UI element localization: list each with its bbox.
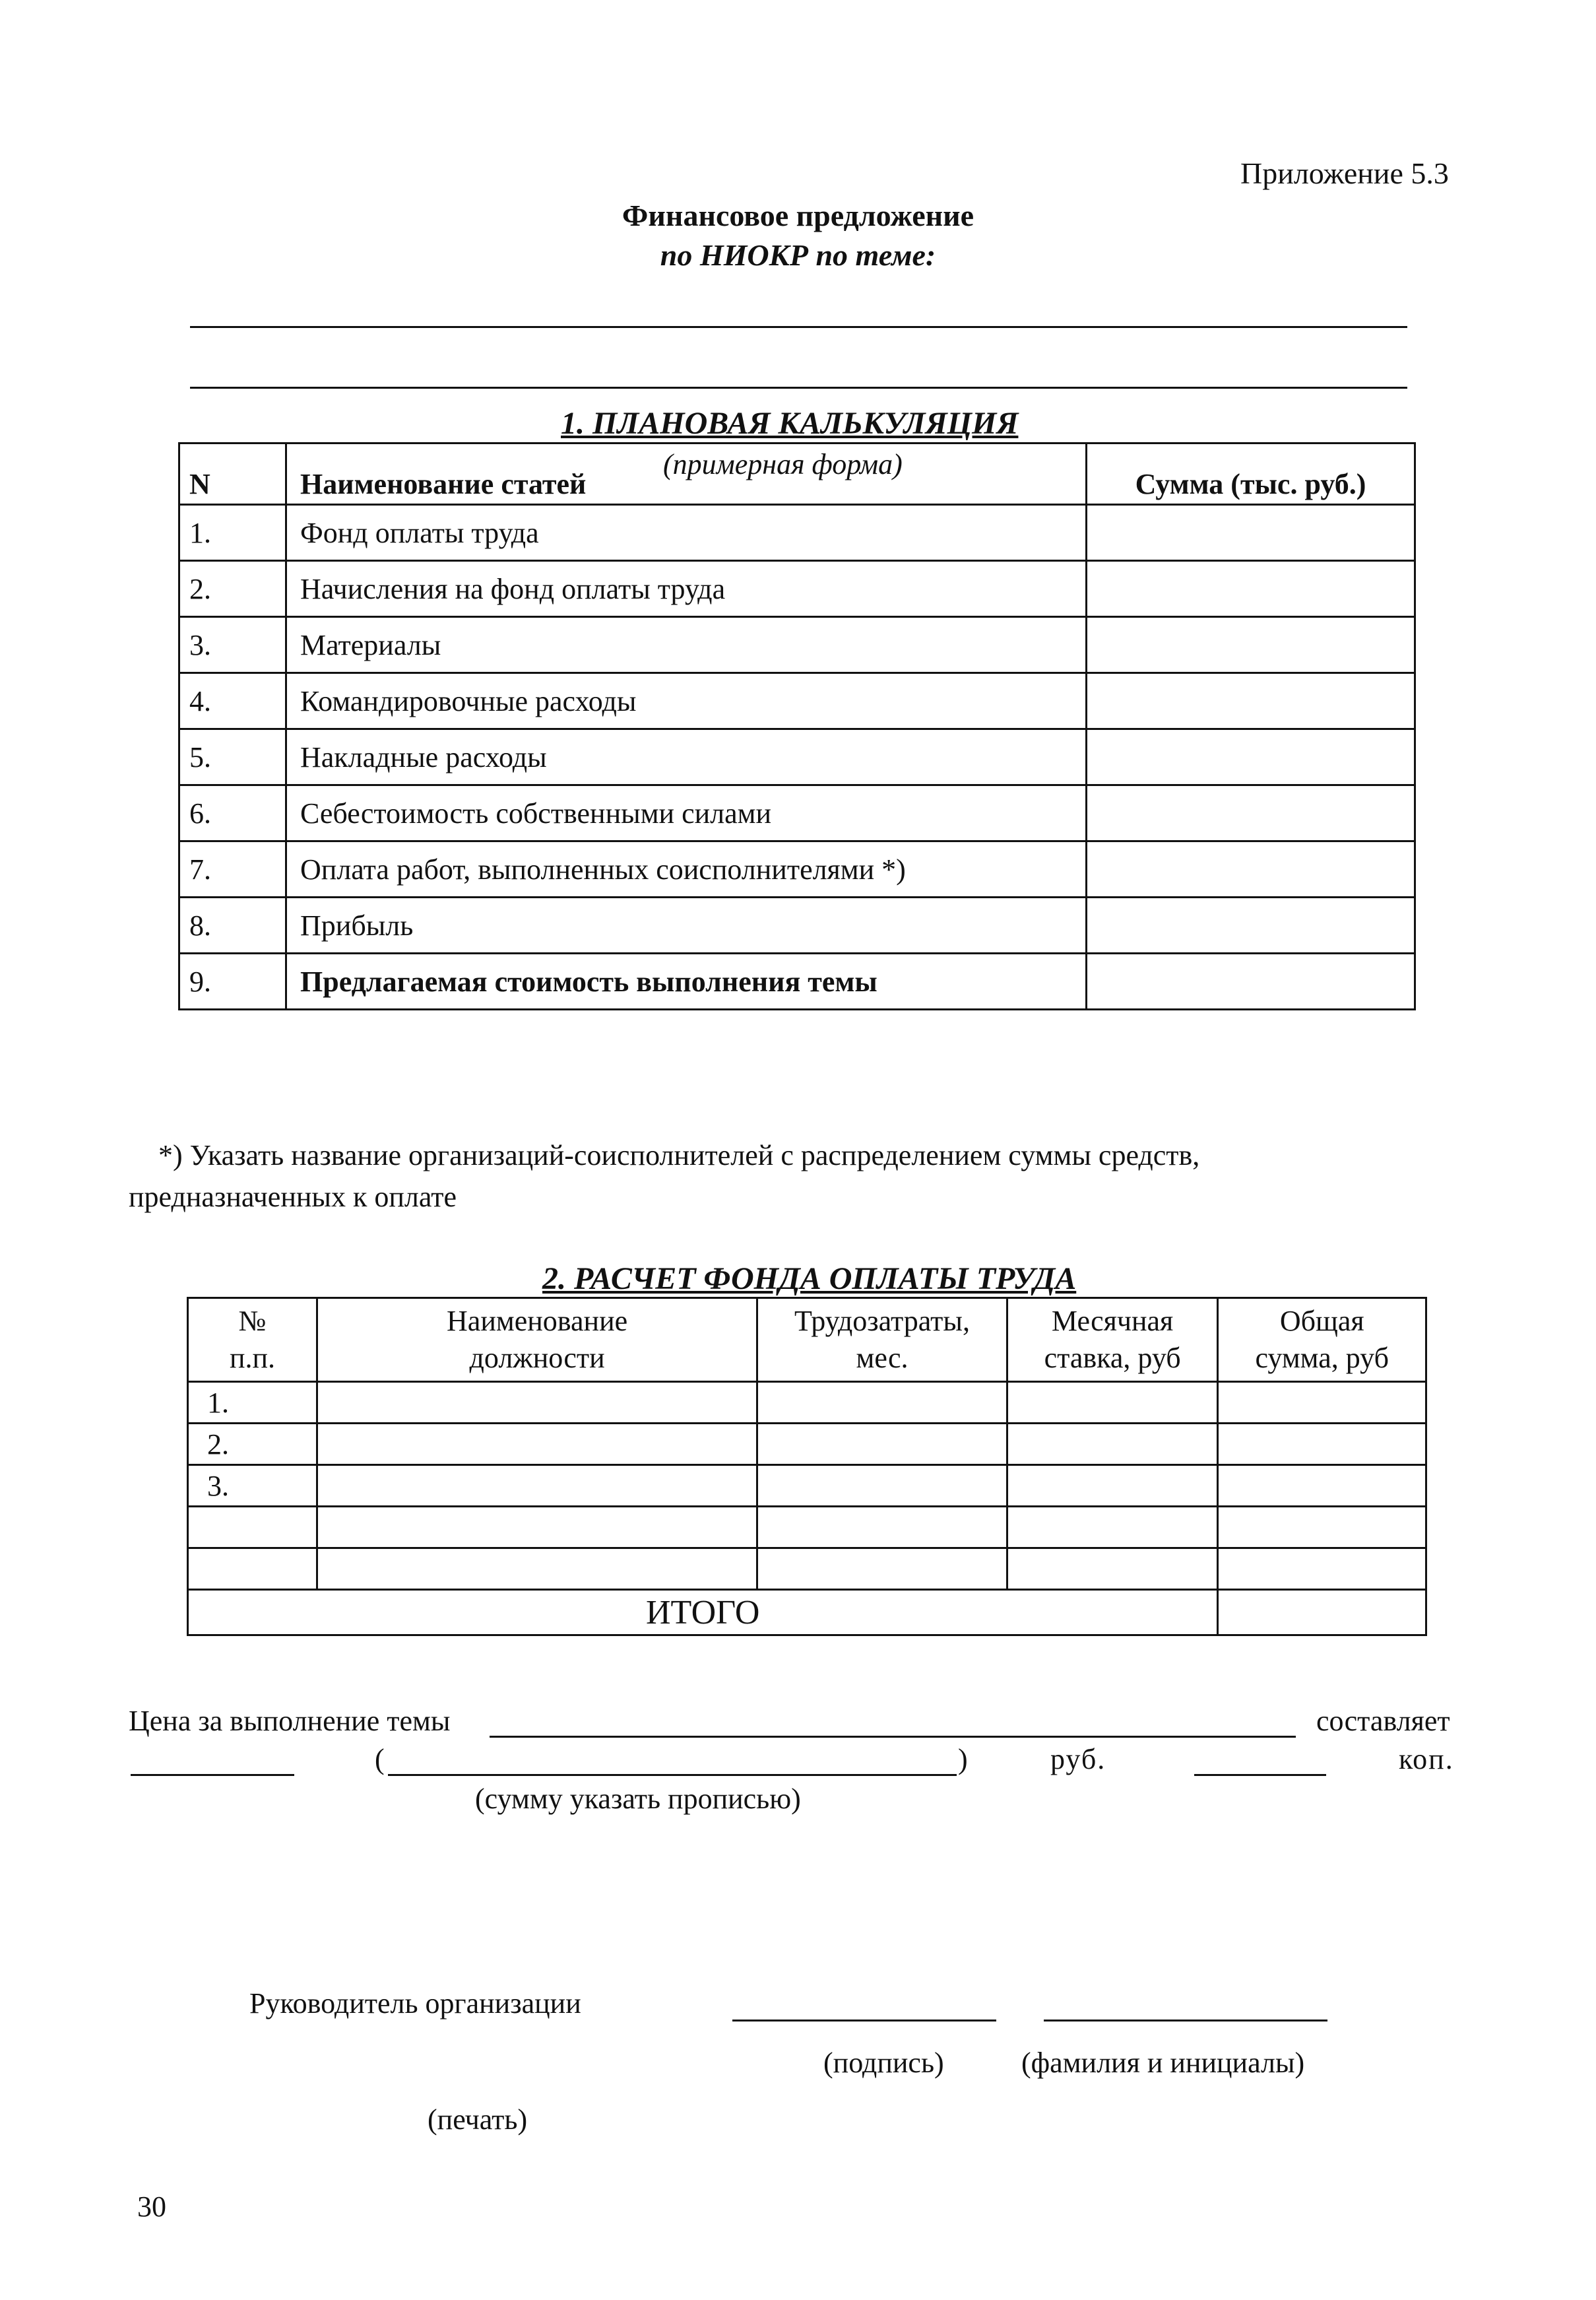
header-num-line2: п.п. <box>229 1342 276 1374</box>
total-cell[interactable] <box>1218 1465 1426 1507</box>
position-cell[interactable] <box>317 1507 757 1548</box>
signature-line[interactable] <box>732 2020 996 2021</box>
row-name: Начисления на фонд оплаты труда <box>286 561 1087 617</box>
row-sum-cell[interactable] <box>1087 841 1415 898</box>
row-sum-cell[interactable] <box>1087 673 1415 729</box>
header-total-line1: Общая <box>1279 1305 1364 1337</box>
labor-cell[interactable] <box>757 1382 1007 1424</box>
row-num: 5. <box>179 729 286 785</box>
table-row <box>188 1465 1426 1507</box>
table-row-total <box>179 954 1415 1010</box>
table-header-row <box>188 1298 1426 1382</box>
row-num: 1. <box>179 505 286 561</box>
row-num: 8. <box>179 898 286 954</box>
table-row <box>188 1507 1426 1548</box>
rate-cell[interactable] <box>1007 1465 1218 1507</box>
position-cell[interactable] <box>317 1465 757 1507</box>
amount-digits-line[interactable] <box>131 1774 294 1776</box>
row-num: 3. <box>179 617 286 673</box>
row-num: 3. <box>188 1465 317 1507</box>
row-sum-cell[interactable] <box>1087 561 1415 617</box>
header-labor-line1: Трудозатраты, <box>794 1305 970 1337</box>
header-num: N <box>179 444 286 505</box>
labor-cell[interactable] <box>757 1548 1007 1590</box>
table-row <box>179 729 1415 785</box>
labor-cell[interactable] <box>757 1424 1007 1465</box>
row-name: Себестоимость собственными силами <box>286 785 1087 841</box>
row-sum-cell[interactable] <box>1087 954 1415 1010</box>
rate-cell[interactable] <box>1007 1507 1218 1548</box>
topic-line-1[interactable] <box>190 326 1407 328</box>
header-name: Наименование статей <box>286 444 1087 505</box>
row-num: 4. <box>179 673 286 729</box>
section2-title: 2. РАСЧЕТ ФОНДА ОПЛАТЫ ТРУДА <box>542 1261 1077 1296</box>
amount-words-line[interactable] <box>388 1774 957 1776</box>
row-sum-cell[interactable] <box>1087 898 1415 954</box>
stamp-hint: (печать) <box>428 2103 528 2136</box>
header-labor <box>757 1298 1007 1382</box>
position-cell[interactable] <box>317 1382 757 1424</box>
row-name: Командировочные расходы <box>286 673 1087 729</box>
payroll-table <box>187 1297 1427 1636</box>
row-name: Предлагаемая стоимость выполнения темы <box>286 954 1087 1010</box>
words-hint: (сумму указать прописью) <box>475 1783 801 1815</box>
appendix-label: Приложение 5.3 <box>1240 156 1449 190</box>
table-row <box>179 841 1415 898</box>
document-subtitle: по НИОКР по теме: <box>660 238 936 272</box>
total-cell[interactable] <box>1218 1382 1426 1424</box>
row-name: Фонд оплаты труда <box>286 505 1087 561</box>
header-position-line2: должности <box>469 1342 605 1374</box>
row-num <box>188 1507 317 1548</box>
grand-total-cell[interactable] <box>1218 1590 1426 1635</box>
row-num: 7. <box>179 841 286 898</box>
header-num-line1: № <box>238 1305 267 1337</box>
fio-hint: (фамилия и инициалы) <box>1021 2047 1305 2079</box>
header-rate-line1: Месячная <box>1051 1305 1174 1337</box>
sample-form-note: (примерная форма) <box>663 448 903 480</box>
row-name: Прибыль <box>286 898 1087 954</box>
total-cell[interactable] <box>1218 1548 1426 1590</box>
table-row <box>188 1548 1426 1590</box>
header-sum: Сумма (тыс. руб.) <box>1087 444 1415 505</box>
rub-label: руб. <box>1050 1743 1106 1775</box>
kop-label: коп. <box>1399 1743 1454 1775</box>
row-name: Материалы <box>286 617 1087 673</box>
table-row <box>179 898 1415 954</box>
header-total <box>1218 1298 1426 1382</box>
labor-cell[interactable] <box>757 1507 1007 1548</box>
row-name: Накладные расходы <box>286 729 1087 785</box>
row-sum-cell[interactable] <box>1087 505 1415 561</box>
page-number: 30 <box>137 2190 166 2223</box>
position-cell[interactable] <box>317 1548 757 1590</box>
position-cell[interactable] <box>317 1424 757 1465</box>
total-label: ИТОГО <box>188 1590 1218 1635</box>
rate-cell[interactable] <box>1007 1548 1218 1590</box>
table-row <box>188 1424 1426 1465</box>
row-num: 2. <box>179 561 286 617</box>
table-row-total <box>188 1590 1426 1635</box>
header-num <box>188 1298 317 1382</box>
row-num: 2. <box>188 1424 317 1465</box>
signature-hint: (подпись) <box>823 2047 944 2079</box>
header-labor-line2: мес. <box>856 1342 909 1374</box>
row-name: Оплата работ, выполненных соисполнителями *) <box>286 841 1087 898</box>
composes-label: составляет <box>1316 1705 1450 1737</box>
section1-title: 1. ПЛАНОВАЯ КАЛЬКУЛЯЦИЯ <box>561 406 1019 441</box>
table-row <box>179 673 1415 729</box>
table-row <box>188 1382 1426 1424</box>
table-row <box>179 617 1415 673</box>
header-rate-line2: ставка, руб <box>1044 1342 1181 1374</box>
topic-line-2[interactable] <box>190 387 1407 389</box>
document-title: Финансовое предложение <box>622 199 974 232</box>
header-rate <box>1007 1298 1218 1382</box>
row-num: 9. <box>179 954 286 1010</box>
fio-line[interactable] <box>1044 2020 1327 2021</box>
total-cell[interactable] <box>1218 1507 1426 1548</box>
paren-close: ) <box>958 1743 968 1775</box>
table-row <box>179 785 1415 841</box>
paren-open: ( <box>375 1743 385 1775</box>
price-label: Цена за выполнение темы <box>129 1705 451 1737</box>
row-sum-cell[interactable] <box>1087 729 1415 785</box>
header-position <box>317 1298 757 1382</box>
table-row <box>179 505 1415 561</box>
rate-cell[interactable] <box>1007 1424 1218 1465</box>
row-num <box>188 1548 317 1590</box>
price-line[interactable] <box>490 1736 1296 1738</box>
row-sum-cell[interactable] <box>1087 617 1415 673</box>
rate-cell[interactable] <box>1007 1382 1218 1424</box>
row-num: 1. <box>188 1382 317 1424</box>
row-num: 6. <box>179 785 286 841</box>
labor-cell[interactable] <box>757 1465 1007 1507</box>
planned-calculation-table <box>178 442 1416 1010</box>
header-total-line2: сумма, руб <box>1255 1342 1389 1374</box>
total-cell[interactable] <box>1218 1424 1426 1465</box>
row-sum-cell[interactable] <box>1087 785 1415 841</box>
table-row <box>179 561 1415 617</box>
header-position-line1: Наименование <box>447 1305 628 1337</box>
head-of-organization-label: Руководитель организации <box>249 1987 581 2020</box>
footnote-line-1: *) Указать название организаций-соисполнителей с распределением суммы средств, <box>158 1139 1200 1171</box>
kop-line[interactable] <box>1194 1774 1326 1776</box>
footnote-line-2: предназначенных к оплате <box>129 1181 457 1213</box>
